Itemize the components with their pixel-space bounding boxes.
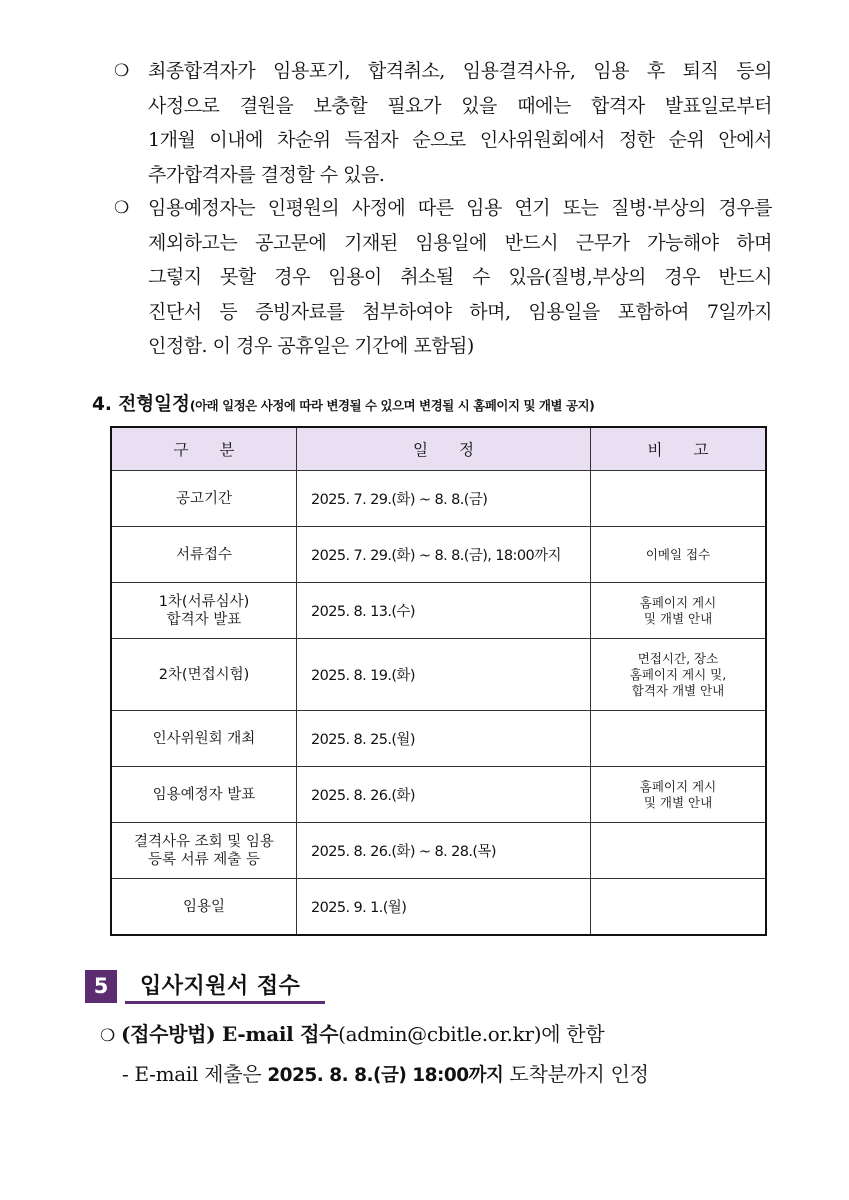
remark-cell xyxy=(590,879,766,936)
bullet-block-1 xyxy=(112,54,772,192)
table-row xyxy=(111,527,766,583)
table-header-row xyxy=(111,427,766,471)
header-category: 구 분 xyxy=(111,427,296,471)
category-cell-text: 등록 서류 제출 등 xyxy=(148,851,260,868)
bullet-line: 1개월 이내에 차순위 득점자 순으로 인사위원회에서 정한 순위 안에서 xyxy=(148,129,772,151)
category-cell xyxy=(111,527,296,583)
table-row xyxy=(111,711,766,767)
table-row xyxy=(111,767,766,823)
date-cell-text: 2025. 8. 13.(수) xyxy=(310,604,415,620)
category-cell-text: 합격자 발표 xyxy=(166,611,242,628)
schedule-table-body xyxy=(111,471,766,936)
application-method-email: (admin@cbitle.or.kr)에 한함 xyxy=(338,1022,605,1046)
category-cell xyxy=(111,879,296,936)
category-cell xyxy=(111,639,296,711)
remark-cell-text: 면접시간, 장소 xyxy=(637,650,719,666)
section-5-number-badge: 5 xyxy=(85,970,117,1003)
date-cell xyxy=(296,711,590,767)
section-4-note: (아래 일정은 사정에 따라 변경될 수 있으며 변경될 시 홈페이지 및 개별 공지) xyxy=(189,398,595,413)
deadline-prefix: - E-mail 제출은 xyxy=(122,1062,268,1086)
section-5-underline xyxy=(125,1001,325,1004)
remark-cell-text: 홈페이지 게시 xyxy=(639,778,717,794)
category-cell-text: 인사위원회 개최 xyxy=(152,730,256,747)
circle-bullet-icon: ❍ xyxy=(114,198,129,218)
bullet-line: 사정으로 결원을 보충할 필요가 있을 때에는 합격자 발표일로부터 xyxy=(148,94,772,117)
category-cell xyxy=(111,767,296,823)
schedule-table xyxy=(110,426,767,936)
date-cell xyxy=(296,767,590,823)
bullet-line: 그렇지 못할 경우 임용이 취소될 수 있음(질병,부상의 경우 반드시 xyxy=(148,266,772,288)
table-row xyxy=(111,583,766,639)
circle-bullet-icon: ❍ xyxy=(100,1026,115,1046)
category-cell xyxy=(111,711,296,767)
category-cell-text: 공고기간 xyxy=(175,490,232,507)
application-deadline xyxy=(122,1058,649,1087)
bullet-line: 추가합격자를 결정할 수 있음. xyxy=(148,163,385,186)
remark-cell xyxy=(590,527,766,583)
remark-cell-text: 홈페이지 게시 및, xyxy=(629,666,727,682)
bullet-line: 임용예정자는 인평원의 사정에 따른 임용 연기 또는 질병·부상의 경우를 xyxy=(148,197,772,219)
bullet-block-2 xyxy=(112,191,772,364)
date-cell-text: 2025. 7. 29.(화) ~ 8. 8.(금), 18:00까지 xyxy=(310,548,561,564)
category-cell-text: 1차(서류심사) xyxy=(158,593,250,610)
remark-cell-text: 및 개별 안내 xyxy=(643,794,713,810)
table-row xyxy=(111,471,766,527)
category-cell xyxy=(111,583,296,639)
remark-cell xyxy=(590,711,766,767)
bullet-line: 최종합격자가 임용포기, 합격취소, 임용결격사유, 임용 후 퇴직 등의 xyxy=(148,60,772,82)
date-cell xyxy=(296,639,590,711)
table-row xyxy=(111,879,766,936)
date-cell-text: 2025. 8. 25.(월) xyxy=(310,732,415,748)
remark-cell xyxy=(590,767,766,823)
remark-cell xyxy=(590,823,766,879)
application-method-label: (접수방법) E-mail 접수 xyxy=(120,1022,339,1046)
bullet-line: 인정함. 이 경우 공휴일은 기간에 포함됨) xyxy=(148,335,474,357)
deadline-date: 2025. 8. 8.(금) 18:00까지 xyxy=(267,1065,504,1086)
bullet-line: 진단서 등 증빙자료를 첨부하여야 하며, 임용일을 포함하여 7일까지 xyxy=(148,300,772,323)
remark-cell-text: 이메일 접수 xyxy=(645,546,711,562)
date-cell-text: 2025. 7. 29.(화) ~ 8. 8.(금) xyxy=(310,492,488,508)
date-cell-text: 2025. 9. 1.(월) xyxy=(310,900,407,916)
remark-cell xyxy=(590,583,766,639)
bullet-line: 제외하고는 공고문에 기재된 임용일에 반드시 근무가 가능해야 하며 xyxy=(148,231,772,254)
category-cell-text: 2차(면접시험) xyxy=(158,666,250,683)
bullet-item xyxy=(112,191,772,364)
category-cell-text: 결격사유 조회 및 임용 xyxy=(134,833,274,850)
header-remarks: 비 고 xyxy=(590,427,766,471)
date-cell xyxy=(296,879,590,936)
date-cell-text: 2025. 8. 26.(화) ~ 8. 28.(목) xyxy=(310,844,496,860)
date-cell-text: 2025. 8. 26.(화) xyxy=(310,788,415,804)
circle-bullet-icon: ❍ xyxy=(114,61,129,81)
remark-cell-text: 및 개별 안내 xyxy=(643,610,713,626)
remark-cell xyxy=(590,471,766,527)
header-schedule: 일 정 xyxy=(296,427,590,471)
remark-cell-text: 합격자 개별 안내 xyxy=(631,682,725,698)
remark-cell xyxy=(590,639,766,711)
table-row xyxy=(111,823,766,879)
table-row xyxy=(111,639,766,711)
date-cell-text: 2025. 8. 19.(화) xyxy=(310,668,415,684)
section-4-heading xyxy=(92,390,594,416)
date-cell xyxy=(296,823,590,879)
application-method xyxy=(100,1018,604,1047)
remark-cell-text: 홈페이지 게시 xyxy=(639,594,717,610)
category-cell xyxy=(111,471,296,527)
bullet-item xyxy=(112,54,772,192)
category-cell-text: 서류접수 xyxy=(175,546,232,563)
date-cell xyxy=(296,527,590,583)
category-cell-text: 임용일 xyxy=(182,898,225,915)
category-cell xyxy=(111,823,296,879)
deadline-suffix: 도착분까지 인정 xyxy=(503,1062,649,1086)
date-cell xyxy=(296,471,590,527)
section-4-title: 4. 전형일정 xyxy=(92,394,190,415)
category-cell-text: 임용예정자 발표 xyxy=(152,786,256,803)
section-5-title: 입사지원서 접수 xyxy=(140,974,301,999)
date-cell xyxy=(296,583,590,639)
